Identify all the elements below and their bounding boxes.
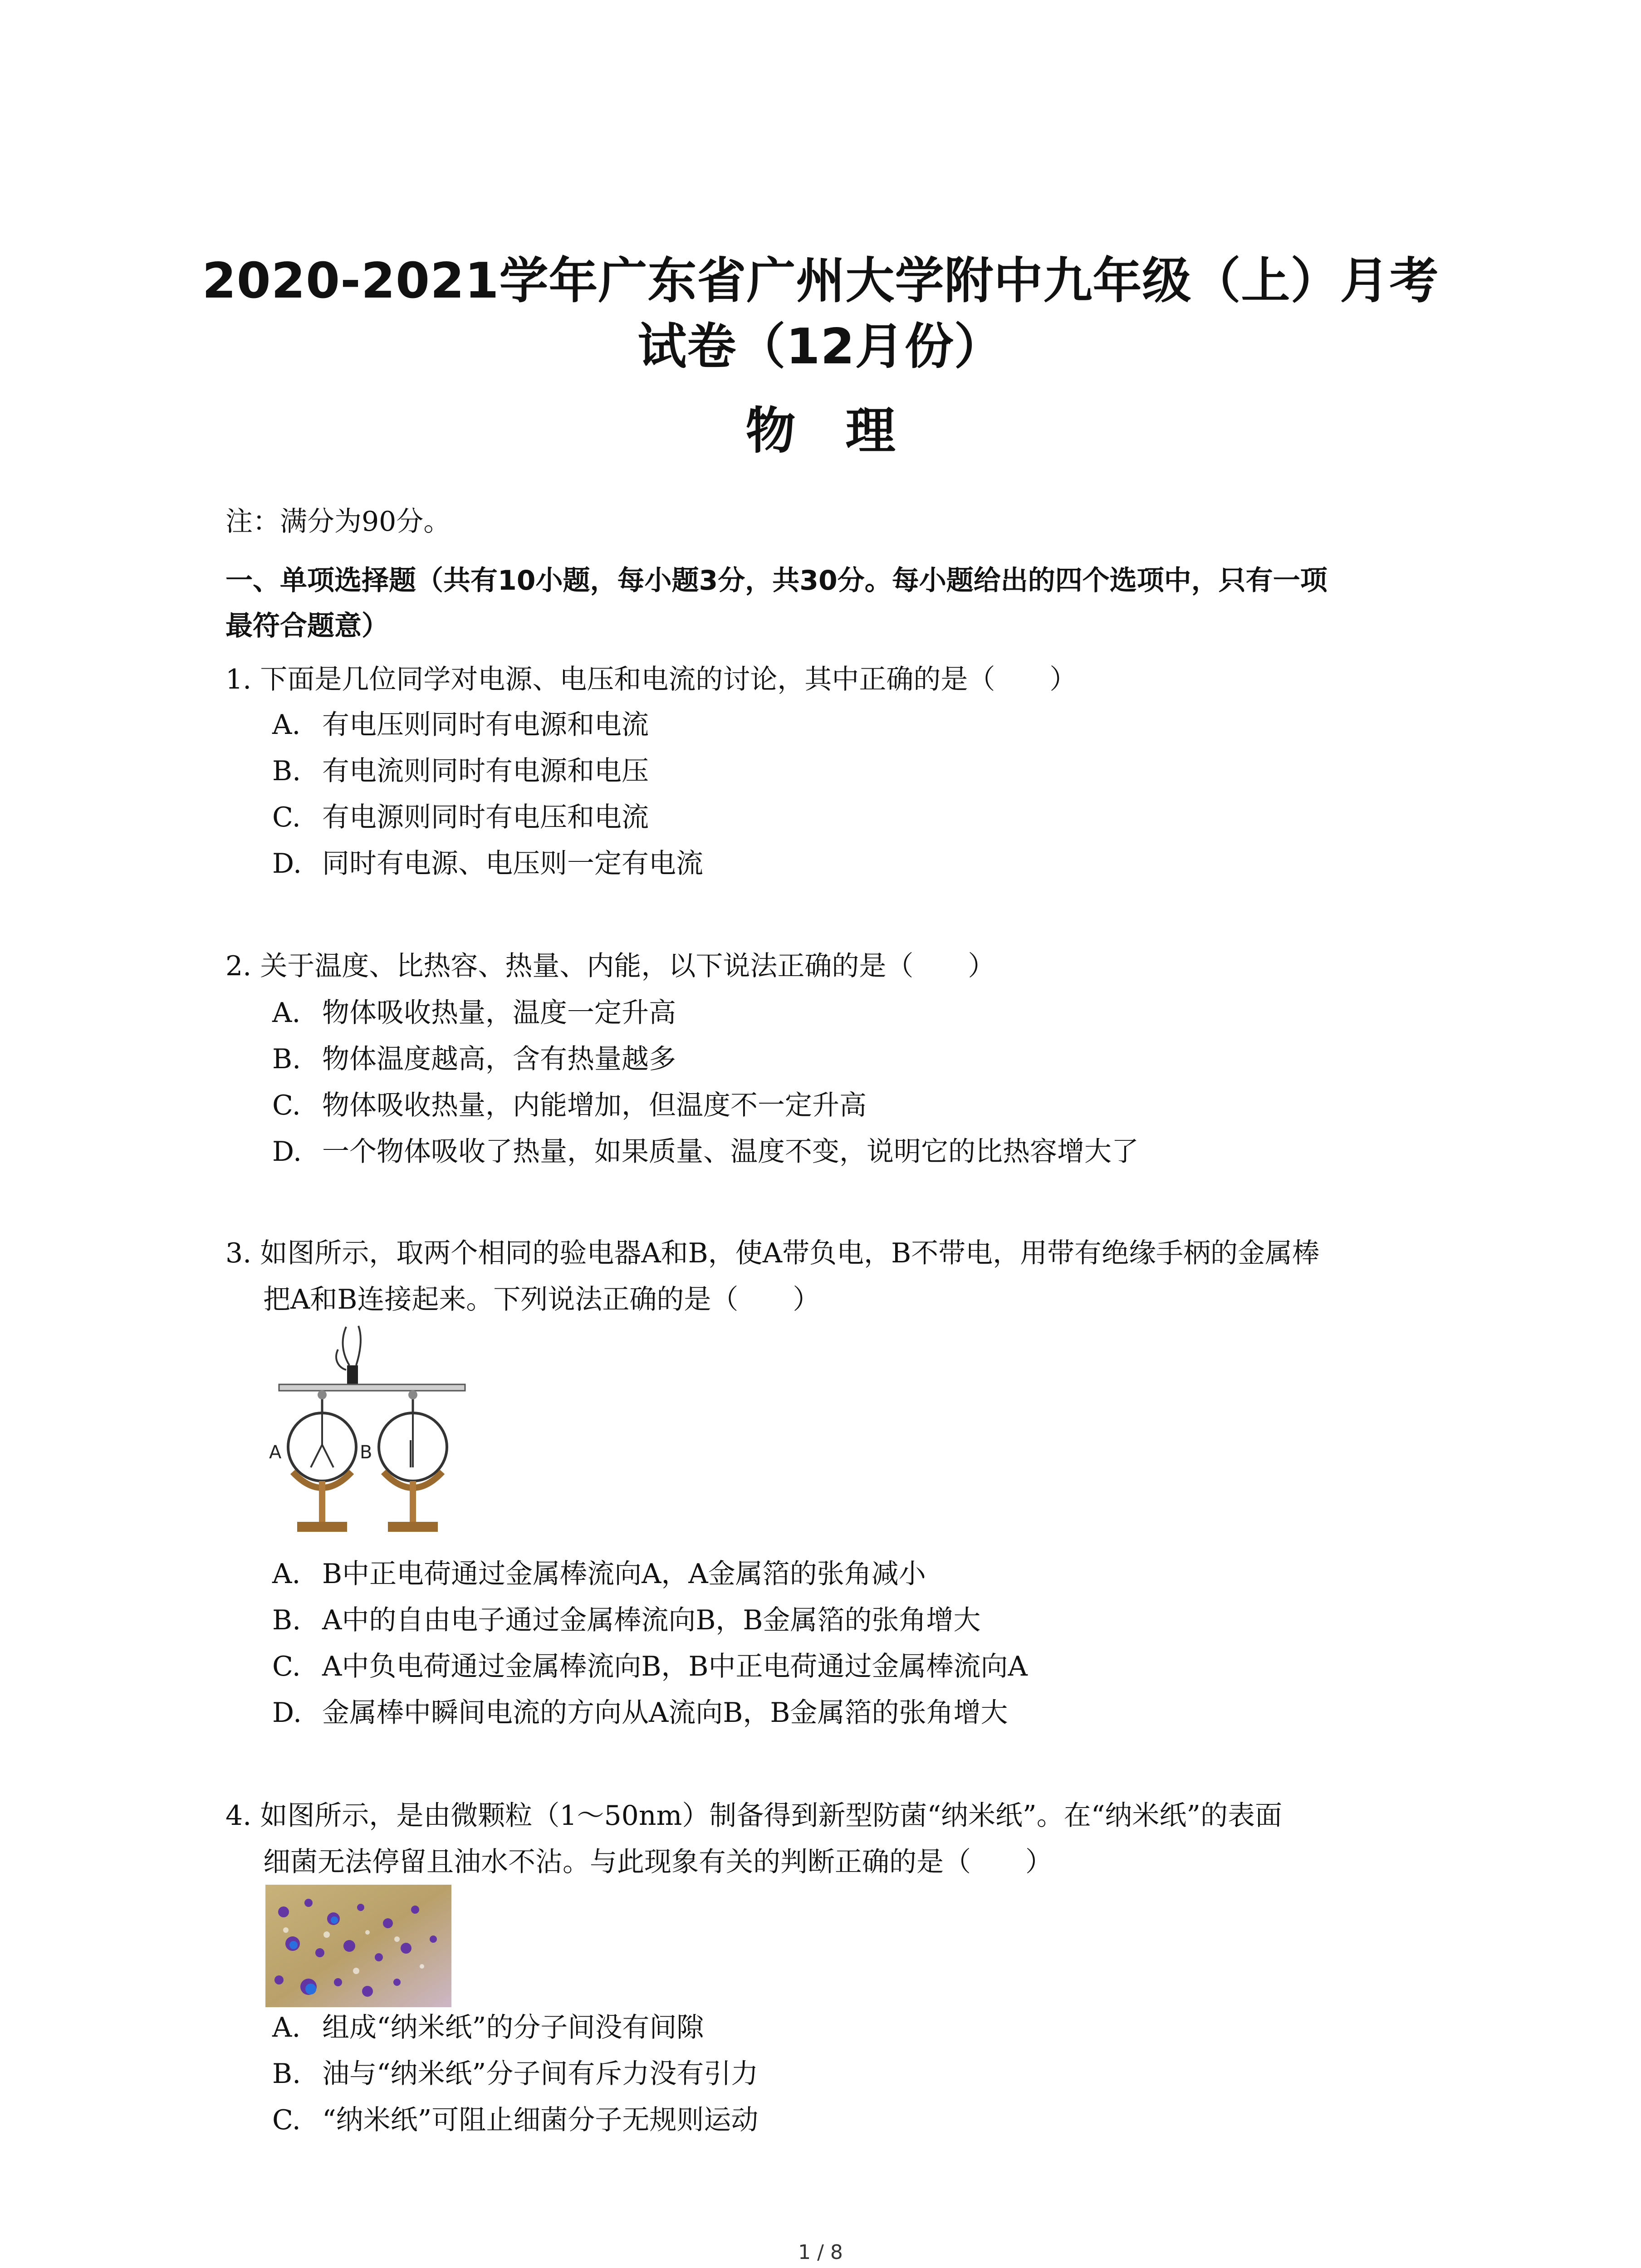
option-text: 有电流则同时有电源和电压 — [322, 755, 649, 787]
option-text: 金属棒中瞬间电流的方向从A流向B，B金属箔的张角增大 — [322, 1697, 1008, 1729]
question-1-option-c[interactable] — [272, 795, 649, 840]
question-3-stem: 3. 如图所示，取两个相同的验电器A和B，使A带负电，B不带电，用带有绝缘手柄的金属棒 — [225, 1237, 1320, 1269]
option-label: B. — [272, 755, 301, 787]
question-2-option-b[interactable] — [272, 1036, 676, 1082]
option-text: 一个物体吸收了热量，如果质量、温度不变，说明它的比热容增大了 — [322, 1136, 1139, 1168]
option-label: B. — [272, 1604, 301, 1636]
option-label: C. — [272, 802, 301, 833]
option-text: 油与“纳米纸”分子间有斥力没有引力 — [322, 2058, 759, 2090]
option-label: A. — [272, 997, 301, 1029]
option-label: A. — [272, 1558, 301, 1590]
option-text: 有电源则同时有电压和电流 — [322, 802, 649, 833]
option-label: D. — [272, 848, 302, 880]
option-text: A中的自由电子通过金属棒流向B，B金属箔的张角增大 — [322, 1604, 981, 1636]
option-text: 物体吸收热量，温度一定升高 — [322, 997, 676, 1029]
exam-title-line2: 试卷（12月份） — [637, 318, 1004, 375]
option-label: C. — [272, 1090, 301, 1121]
section-heading-line1: 一、单项选择题（共有10小题，每小题3分，共30分。每小题给出的四个选项中，只有一项 — [225, 565, 1327, 596]
option-text: 物体吸收热量，内能增加，但温度不一定升高 — [322, 1090, 867, 1121]
option-label: B. — [272, 2058, 301, 2090]
question-4-option-b[interactable] — [272, 2051, 758, 2097]
question-4-option-c[interactable] — [272, 2097, 758, 2143]
option-text: 组成“纳米纸”的分子间没有间隙 — [322, 2012, 704, 2043]
page-number: 1 / 8 — [798, 2241, 843, 2264]
option-label: B. — [272, 1043, 301, 1075]
question-4-option-a[interactable] — [272, 2005, 704, 2050]
option-text: 同时有电源、电压则一定有电流 — [322, 848, 703, 880]
question-3-option-d[interactable] — [272, 1690, 1008, 1735]
subject-heading: 物理 — [745, 402, 945, 460]
question-3-option-a[interactable] — [272, 1551, 926, 1597]
option-text: A中负电荷通过金属棒流向B，B中正电荷通过金属棒流向A — [322, 1651, 1028, 1682]
option-label: C. — [272, 2104, 301, 2136]
option-label: A. — [272, 709, 301, 741]
nano-paper-photo — [265, 1885, 451, 2007]
question-3-stem-continued: 把A和B连接起来。下列说法正确的是（ ） — [263, 1284, 820, 1315]
exam-title-line1: 2020-2021学年广东省广州大学附中九年级（上）月考 — [202, 253, 1439, 309]
option-label: D. — [272, 1697, 302, 1729]
option-label: A. — [272, 2012, 301, 2043]
question-1-option-a[interactable] — [272, 702, 649, 748]
electroscope-figure — [265, 1322, 483, 1554]
question-4-stem: 4. 如图所示，是由微颗粒（1～50nm）制备得到新型防菌“纳米纸”。在“纳米纸”的表面 — [225, 1800, 1283, 1832]
question-1-option-d[interactable] — [272, 841, 703, 886]
option-text: “纳米纸”可阻止细菌分子无规则运动 — [322, 2104, 759, 2136]
question-2-option-a[interactable] — [272, 990, 676, 1036]
option-text: 物体温度越高，含有热量越多 — [322, 1043, 676, 1075]
question-2-option-d[interactable] — [272, 1129, 1139, 1174]
option-text: B中正电荷通过金属棒流向A，A金属箔的张角减小 — [322, 1558, 926, 1590]
question-4-stem-continued: 细菌无法停留且油水不沾。与此现象有关的判断正确的是（ ） — [263, 1846, 1053, 1878]
question-2-option-c[interactable] — [272, 1083, 867, 1128]
question-1-stem: 1. 下面是几位同学对电源、电压和电流的讨论，其中正确的是（ ） — [225, 664, 1077, 695]
option-label: C. — [272, 1651, 301, 1682]
question-3-option-c[interactable] — [272, 1644, 1028, 1689]
figure-label-b: B — [360, 1442, 372, 1463]
question-2-stem: 2. 关于温度、比热容、热量、内能，以下说法正确的是（ ） — [225, 950, 995, 982]
question-3-option-b[interactable] — [272, 1598, 981, 1643]
score-note: 注：满分为90分。 — [225, 506, 451, 538]
question-1-option-b[interactable] — [272, 748, 649, 794]
option-text: 有电压则同时有电源和电流 — [322, 709, 649, 741]
section-heading-line2: 最符合题意） — [225, 610, 389, 642]
option-label: D. — [272, 1136, 302, 1168]
figure-label-a: A — [269, 1442, 282, 1463]
